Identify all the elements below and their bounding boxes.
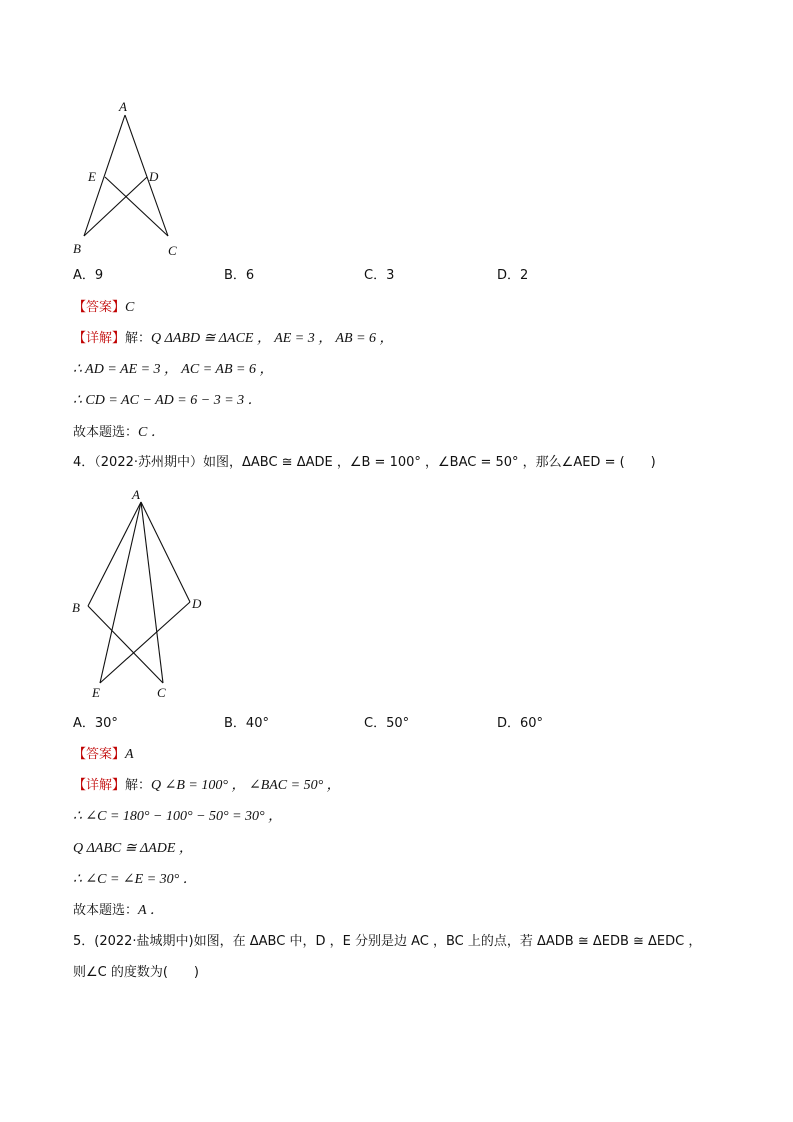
q4-option-a: A．30° <box>73 716 118 731</box>
q5-stem-line-1: 5．(2022·盐城期中)如图，在 ΔABC 中，D ，E 分别是边 AC ，BC 上的点，若 ΔADB ≅ ΔEDB ≅ ΔEDC ， <box>73 934 702 949</box>
label-b: B <box>72 600 80 615</box>
label-d: D <box>149 169 159 184</box>
figure-2-congruent-triangles <box>65 483 215 705</box>
segment-ad <box>141 502 190 602</box>
label-a: A <box>119 99 127 114</box>
label-c: C <box>157 685 166 700</box>
segment-ae <box>100 502 141 683</box>
segment-ec <box>105 177 168 236</box>
q3-answer-line <box>73 299 134 317</box>
q4-option-b: B．40° <box>224 716 269 731</box>
answer-value: A <box>125 747 134 762</box>
q4-step-2: ∴ ∠C = 180° − 100° − 50° = 30° ， <box>73 809 283 824</box>
label-b: B <box>73 241 81 256</box>
label-e: E <box>88 169 96 184</box>
label-e: E <box>92 685 100 700</box>
q4-step-4: ∴ ∠C = ∠E = 30° ． <box>73 872 197 887</box>
q4-answer-line <box>73 746 134 764</box>
label-c: C <box>168 243 177 258</box>
q4-step-3: Q ΔABC ≅ ΔADE ， <box>73 841 193 856</box>
answer-value: C <box>125 300 135 315</box>
q3-step-1: Q ΔABD ≅ ΔACE ， AE = 3 ， AB = 6 ， <box>151 331 394 346</box>
q4-stem: 4．（2022·苏州期中）如图，ΔABC ≅ ΔADE ，∠B = 100° ，∠BAC = 50° ，那么∠AED = ( ) <box>73 455 656 470</box>
segment-bc <box>88 606 163 683</box>
detail-word: 解： <box>125 778 152 793</box>
q3-option-b: B．6 <box>224 268 255 283</box>
answer-tag: 【答案】 <box>73 300 126 315</box>
q3-step-2: ∴ AD = AE = 3 ， AC = AB = 6 ， <box>73 362 274 377</box>
q3-option-a: A．9 <box>73 268 104 283</box>
detail-tag: 【详解】 <box>73 331 126 346</box>
q3-conclusion: 故本题选：C ． <box>73 425 165 440</box>
q4-detail-line <box>73 777 341 795</box>
detail-tag: 【详解】 <box>73 778 126 793</box>
segment-ac <box>125 115 168 236</box>
q4-step-1: Q ∠B = 100° ， ∠BAC = 50° ， <box>151 778 341 793</box>
q4-conclusion: 故本题选：A ． <box>73 903 164 918</box>
q5-stem-line-2: 则∠C 的度数为( ) <box>73 965 200 980</box>
q3-detail-line <box>73 330 394 348</box>
detail-word: 解： <box>125 331 152 346</box>
q4-option-c: C．50° <box>364 716 410 731</box>
label-d: D <box>192 596 202 611</box>
q4-option-d: D．60° <box>497 716 544 731</box>
segment-ab <box>88 502 141 606</box>
label-a: A <box>132 487 140 502</box>
answer-tag: 【答案】 <box>73 747 126 762</box>
segment-ac <box>141 502 163 683</box>
q3-option-c: C．3 <box>364 268 395 283</box>
figure-1-triangle <box>60 95 200 265</box>
q3-step-3: ∴ CD = AC − AD = 6 − 3 = 3 ． <box>73 393 262 408</box>
q3-option-d: D．2 <box>497 268 529 283</box>
segment-de <box>100 602 190 683</box>
